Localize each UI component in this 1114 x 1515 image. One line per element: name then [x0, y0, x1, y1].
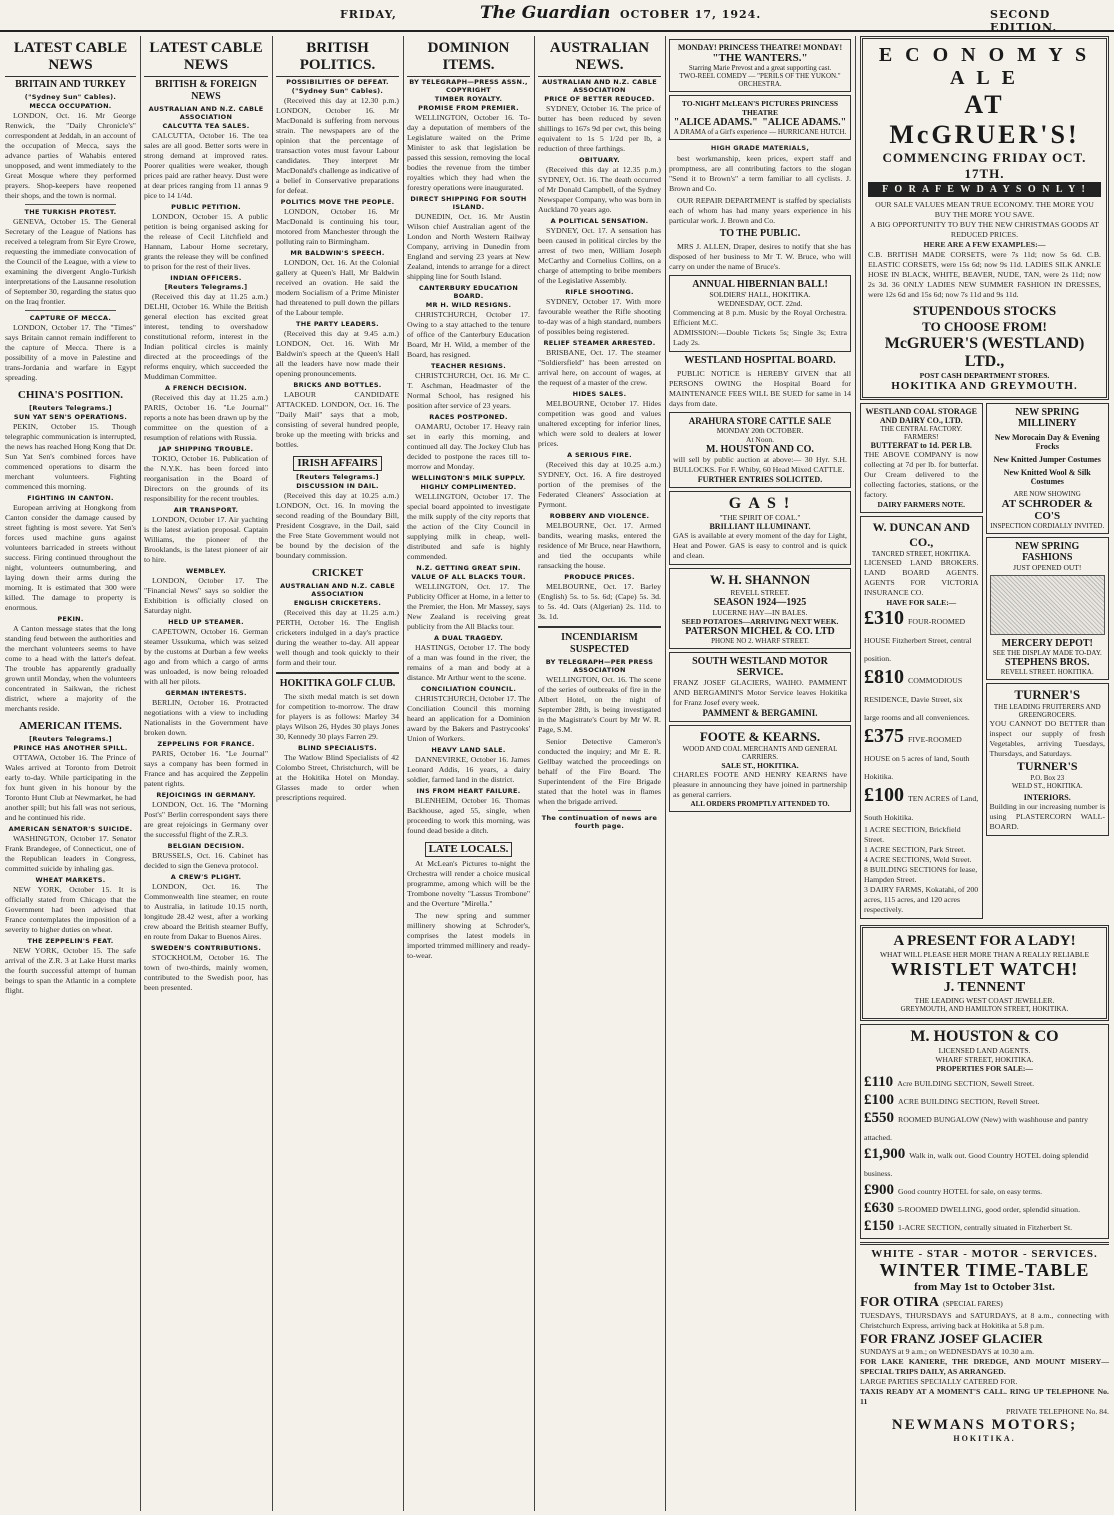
- story-headline: WEMBLEY.: [185, 567, 227, 575]
- story-headline: A SERIOUS FIRE.: [567, 451, 632, 459]
- divider: [25, 310, 116, 311]
- two-column-ads: [860, 400, 1109, 922]
- divider: [558, 810, 641, 811]
- story-body: (Received this day at 10.25 a.m.) LONDON, Oct. 16. In moving the second reading of the Boundary Bill, President Cosgrave, in the Dail, said the Free State Government would not be bound by the decision of the boundary commission.: [276, 491, 399, 560]
- story-headline: HELD UP STEAMER.: [168, 618, 244, 626]
- gas-ad: G A S ! "THE SPIRIT OF COAL." BRILLIANT ILLUMINANT. GAS is available at every moment of the day for Light, Heat and Power. GAS is easy to control and is quick and clean.: [669, 491, 851, 565]
- story-body: HASTINGS, October 17. The body of a man was found in the river, the remains of a man and body at a distance. Mr Arthur went to the scene.: [407, 643, 530, 682]
- section-heading: CRICKET: [311, 567, 364, 579]
- masthead-day: FRIDAY,: [340, 8, 397, 21]
- coal-storage-ad: WESTLAND COAL STORAGE AND DAIRY CO., LTD. THE CENTRAL FACTORY. FARMERS! BUTTERFAT to 1d. PER LB. THE ABOVE COMPANY is now collecting at 7d per lb. for butterfat. Our Cream delivered to the collecting factories, stations, or the factory. DAIRY FARMERS NOTE.: [860, 403, 983, 513]
- shopfront-illustration: [990, 575, 1105, 635]
- arahura-cattle-sale-ad: ARAHURA STORE CATTLE SALE MONDAY 20th OCTOBER. At Noon. M. HOUSTON AND CO. will sell by public auction at above:— 30 Hyr. S.H. BULLOCKS. For F. Whiby, 60 Head Mixed CATTLE. FURTHER ENTRIES SOLICITED.: [669, 412, 851, 488]
- story-headline: MECCA OCCUPATION.: [29, 102, 112, 110]
- story-body: CHRISTCHURCH, October 17. Owing to a stay attached to the tenure of office of the Canterbury Education Board, Mr H. Wild, a member of the Board, has resigned.: [407, 310, 530, 359]
- section-heading: LATEST CABLE NEWS: [5, 40, 136, 77]
- story-headline: REJOICINGS IN GERMANY.: [156, 791, 256, 799]
- story-subheadline: PROMISE FROM PREMIER.: [418, 104, 519, 112]
- story-headline: THE ZEPPELIN'S FEAT.: [27, 937, 114, 945]
- story-body: MELBOURNE, October 17. Hides competition was good and values unaltered excepting for inferior lines, which were sold to dealers at lower prices.: [538, 399, 661, 448]
- story-headline: N.Z. GETTING GREAT SPIN.: [416, 564, 521, 572]
- story-headline: SUN YAT SEN'S OPERATIONS.: [13, 413, 128, 421]
- story-body: OTTAWA, October 16. The Prince of Wales arrived at Toronto from Detroit early to-day. While participating in the fox hunt given in his honour by the Toronto Hunt Club at Newmarket, he had another spill; but his fall was not serious, and he continued his ride.: [5, 753, 136, 822]
- story-headline: PUBLIC PETITION.: [171, 203, 241, 211]
- story-headline: RIFLE SHOOTING.: [565, 288, 634, 296]
- story-headline: THE PARTY LEADERS.: [296, 320, 379, 328]
- story-body: LONDON, October 17. The "Financial News" says so soldier the Exhibition is officially closed on Saturday night.: [144, 576, 268, 615]
- story-body: NEW YORK, October 15. The safe arrival of the Z.R. 3 at Lake Hurst marks the fourth successful attempt of human beings to span the Atlantic in a complete flight.: [5, 946, 136, 995]
- credit-line: AUSTRALIAN AND N.Z. CABLE ASSOCIATION: [542, 78, 657, 94]
- story-headline: OBITUARY.: [579, 156, 620, 164]
- story-body: BERLIN, October 16. Protracted negotiations with a view to including Nationalists in the Government have broken down.: [144, 698, 268, 737]
- column-1: [2, 36, 139, 1511]
- story-body: WASHINGTON, October 17. Senator Frank Brandegee, of Connecticut, one of the Republican leaders in Congress, committed suicide by inhaling gas.: [5, 834, 136, 873]
- story-headline: POLITICS MOVE THE PEOPLE.: [280, 198, 395, 206]
- divider: [276, 672, 399, 674]
- story-body: (Received this day at 11.25 a.m.) PERTH, October 16. The English cricketers indulged in a day's practice during the weather to-day. All appear well though and took quickly to their form and their tour.: [276, 608, 399, 667]
- story-headline: FIGHTING IN CANTON.: [27, 494, 114, 502]
- story-body: CAPETOWN, October 16. German steamer Ussukuma, which was seized by the customs at Durban a few weeks ago and from which a cargo of arms was unloaded, is now being reloaded with all her pilots.: [144, 627, 268, 686]
- section-subheading: BRITAIN AND TURKEY: [15, 79, 126, 90]
- story-headline: SWEDEN'S CONTRIBUTIONS.: [150, 944, 262, 952]
- masthead: [0, 0, 1114, 32]
- white-star-motors-ad: WHITE - STAR - MOTOR - SERVICES. WINTER TIME-TABLE from May 1st to October 31st. FOR OTIRA (SPECIAL FARES) TUESDAYS, THURSDAYS and SATURDAYS, at 8 a.m., connecting with Christchurch Express, arriving back at Hokitika at 5.8 p.m. FOR FRANZ JOSEF GLACIER SUNDAYS at 9 a.m.; on WEDNESDAYS at 10.30 a.m. FOR LAKE KANIERE, THE DREDGE, AND MOUNT MISERY—SPECIAL TRIPS DAILY, AS ARRANGED. LARGE PARTIES SPECIALLY CATERED FOR. TAXIS READY AT A MOMENT'S CALL. RING UP TELEPHONE No. 11 PRIVATE TELEPHONE No. 84. NEWMANS MOTORS; HOKITIKA.: [860, 1242, 1109, 1443]
- column-rule: [855, 36, 856, 1511]
- story-body: WELLINGTON, Oct. 16. The scene of the series of outbreaks of fire in the Albert Hotel, on the night of September 28th, is being investigated in the Magistrate's Court by Mr W. R. Page, S.M. Senior Detective Cameron's conducted the inquiry; and Mr E. R. Gellbay watched the proceedings on behalf of the Fire Board. The Superintendent of the Fire Brigade stated that the hotel was in flames when the brigade arrived.: [538, 675, 661, 806]
- story-body: BRUSSELS, Oct. 16. Cabinet has decided to sign the Geneva protocol.: [144, 851, 268, 870]
- story-headline: A DUAL TRAGEDY.: [434, 634, 503, 642]
- story-headline: DIRECT SHIPPING FOR SOUTH ISLAND.: [410, 195, 527, 211]
- mcleans-pictures-ad: TO-NIGHT McLEAN'S PICTURES PRINCESS THEATRE "ALICE ADAMS." "ALICE ADAMS." A DRAMA of a Girl's experience — HURRICANE HUTCH.: [669, 95, 851, 140]
- column-2: [141, 36, 271, 1511]
- story-subheadline: VALUE OF ALL BLACKS TOUR.: [411, 573, 526, 581]
- story-body: (Received this day at 12.35 p.m.) SYDNEY, Oct. 16. The death occurred of Mr Donald Campbell, of the Sydney Newspaper Company, who was born in Auckland 70 years ago.: [538, 165, 661, 214]
- story-body: SYDNEY, Oct. 17. A sensation has been caused in political circles by the arrest of two men, William Joseph McCarthy and Cornelius Collins, on a charge of attempting to bribe members of the Legislative Assembly.: [538, 226, 661, 285]
- story-headline: TEACHER RESIGNS.: [430, 362, 507, 370]
- section-subheading: POSSIBILITIES OF DEFEAT.: [286, 78, 389, 86]
- story-headline: AIR TRANSPORT.: [173, 506, 239, 514]
- divider: [25, 204, 116, 205]
- story-headline: A POLITICAL SENSATION.: [550, 217, 649, 225]
- hibernian-ball-ad: ANNUAL HIBERNIAN BALL! SOLDIERS' HALL, HOKITIKA. WEDNESDAY, OCT. 22nd. Commencing at 8 p.m. Music by the Royal Orchestra. Efficient M.C. ADMISSION:—Double Tickets 5s; Single 3s; Extra Lady 2s.: [669, 275, 851, 352]
- credit-line: ("Sydney Sun" Cables).: [24, 93, 117, 101]
- divider: [538, 626, 661, 628]
- mcgruers-economy-sale-ad: E C O N O M Y S A L E AT McGRUER'S! COMMENCING FRIDAY OCT. 17TH. F O R A F E W D A Y S O N L Y ! OUR SALE VALUES MEAN TRUE ECONOMY. THE MORE YOU BUY THE MORE YOU SAVE. A BIG OPPORTUNITY TO BUY THE NEW CHRISTMAS GOODS AT REDUCED PRICES. HERE ARE A FEW EXAMPLES:— C.B. BRITISH MADE CORSETS, were 7s 11d; now 5s 6d. C.B. ELASTIC CORSETS, were 15s 6d; now 9s 11d. LADIES SILK ANKLE HOSE IN BLACK, WHITE, BEAVER, NUDE, TAN, were 2s 11d; now 2s 3d. 36 ONLY LADIES NEW SUMMER FASHION IN DRESSES, were 12s 6d and 15s 6d; now 7s 11d and 9s 11d. STUPENDOUS STOCKS TO CHOOSE FROM! McGRUER'S (WESTLAND) LTD., POST CASH DEPARTMENT STORES. HOKITIKA AND GREYMOUTH.: [860, 36, 1109, 400]
- story-headline: BLIND SPECIALISTS.: [298, 744, 377, 752]
- story-body: TOKIO, October 16. Publication of the N.Y.K. has been forced into reorganisation in the Board of Directors on the grounds of its responsibility for the recent troubles.: [144, 454, 268, 503]
- story-body: MELBOURNE, Oct. 17. Barley (English) 5s. to 5s. 6d; (Cape) 5s. 3d. to 5s. 4d. Oats (Algerian) 2s. 11d. to 3s. 1d.: [538, 582, 661, 621]
- story-headline: CONCILIATION COUNCIL.: [420, 685, 517, 693]
- story-body: LABOUR CANDIDATE ATTACKED. LONDON, Oct. 16. The "Daily Mail" says that a mob, consisting of several hundred people, broke up the meeting with bricks and bottles.: [276, 390, 399, 449]
- notice-heading: TO THE PUBLIC.: [719, 228, 801, 239]
- credit-line: BY TELEGRAPH—PRESS ASSN., COPYRIGHT: [409, 78, 528, 94]
- story-body: WELLINGTON, October 17. The special board appointed to investigate the milk supply of the city reports that the action of the City Council in supplying milk in cheap, well-distributed and safe is highly commended.: [407, 492, 530, 561]
- duncan-land-agents-ad: W. DUNCAN AND CO., TANCRED STREET, HOKITIKA. LICENSED LAND BROKERS. LAND BOARD AGENTS. AGENTS FOR VICTORIA INSURANCE CO. HAVE FOR SALE:— £310 FOUR-ROOMED HOUSE Fitzherbert Street, central position. £810 COMMODIOUS RESIDENCE, Davie Street, six large rooms and all conveniences. £375 FIVE-ROOMED HOUSE on 5 acres of land, South Hokitika. £100 TEN ACRES of Land, South Hokitika. 1 ACRE SECTION, Brickfield Street. 1 ACRE SECTION, Park Street. 4 ACRE SECTIONS, Weld Street. 8 BUILDING SECTIONS for lease, Hampden Street. 3 DAIRY FARMS, Kokatahi, of 200 acres, 115 acres, and 120 acres respectively.: [860, 516, 983, 919]
- story-body: DUNEDIN, Oct. 16. Mr Austin Wilson chief Australian agent of the London and North Western Railway Company, arriving in Dunedin from England and serving 23 years at New Zealand, intends to arrange for a direct shipping line for South Island.: [407, 212, 530, 281]
- hospital-board-notice: PUBLIC NOTICE is HEREBY GIVEN that all PERSONS OWING the Hospital Board for MAINTENANCE FEES WILL BE SUED for same in 14 days from date.: [669, 369, 851, 408]
- story-headline: PEKIN.: [57, 615, 84, 623]
- credit-line: ("Sydney Sun" Cables).: [291, 87, 384, 95]
- story-body: The sixth medal match is set down for competition to-morrow. The draw for players is as follows: Marley 34 plays Wilson 26, Hydes 30 plays Jones 30, Kennedy 30 plays Farren 29.: [276, 692, 399, 741]
- story-body: LONDON, Oct. 16. Mr George Renwick, the "Daily Chronicle's" correspondent at Jeddah, in an account of the occupation of Mecca, says the advance parties of Wahabis entered unopposed, and went immediately to the Great Mosque where they performed prayers. Shop-keepers have reopened their shops, and the town is normal.: [5, 111, 136, 200]
- story-body: LONDON, October 15. A public petition is being organised asking for the release of Cecil Litchfield and Hannam, Labour Home secretary, grants the release they will be confined to prison for the rest of their lives.: [144, 212, 268, 271]
- story-body: WELLINGTON, October 16. To-day a deputation of members of the Legislature waited on the Prime Minister to ask that legislation be passed this session, removing the local bodies the revenue from the timber royalties which they had when the forestry operations were inaugurated.: [407, 113, 530, 192]
- story-headline: JAP SHIPPING TROUBLE.: [158, 445, 254, 453]
- column-5: [535, 36, 664, 1511]
- credit-line: [Reuters Telegrams.]: [29, 735, 112, 743]
- section-heading: HOKITIKA GOLF CLUB.: [279, 678, 396, 689]
- schroder-millinery-ad: NEW SPRING MILLINERY New Morocain Day & Evening Frocks New Knitted Jumper Costumes New Knitted Wool & Silk Costumes ARE NOW SHOWING AT SCHRODER & CO'S INSPECTION CORDIALLY INVITED.: [986, 403, 1109, 534]
- story-headline: PRICE OF BETTER REDUCED.: [544, 95, 655, 103]
- story-headline: HIDES SALES.: [572, 390, 627, 398]
- story-body: WELLINGTON, Oct. 17. The Publicity Officer at Home, in a letter to the Premier, the Hon. Mr Massey, says New Zealand is receiving great publicity from the All Blacks tour.: [407, 582, 530, 631]
- story-headline: RELIEF STEAMER ARRESTED.: [543, 339, 656, 347]
- story-body: LONDON, Oct. 16. The "Morning Post's" Berlin correspondent says there are great rejoicings in Germany over the successful flight of the Z.R.3.: [144, 800, 268, 839]
- story-headline: INS FROM HEART FAILURE.: [416, 787, 521, 795]
- story-headline: BELGIAN DECISION.: [167, 842, 245, 850]
- story-body: PARIS, October 16. "Le Journal" says a company has been formed in France and has acquired the Zeppelin patent rights.: [144, 749, 268, 788]
- story-body: LONDON, Oct. 16. At the Colonial gallery at Queen's Hall, Mr Baldwin received an ovation. He said the modern Socialism of a Prime Minister had threatened to pull down the pillars of the Labour temple.: [276, 258, 399, 317]
- story-body: MELBOURNE, Oct. 17. Armed bandits, wearing masks, entered the residence of Mr Bruce, near Hawthorn, and tied the occupants while ransacking the house.: [538, 521, 661, 570]
- column-3: [273, 36, 402, 1511]
- masthead-title: The Guardian: [480, 3, 611, 23]
- story-subheadline: MR H. WILD RESIGNS.: [425, 301, 512, 309]
- story-headline: GERMAN INTERESTS.: [165, 689, 247, 697]
- story-body: NEW YORK, October 15. It is officially stated from Chicago that the Government had been advised that France contemplates the imposition of a severity to higher duties on wheat.: [5, 885, 136, 934]
- left-ad-stack: [860, 400, 983, 922]
- turners-fruiterers-ad: TURNER'S THE LEADING FRUITERERS AND GREENGROCERS. YOU CANNOT DO BETTER than inspect our supply of fresh Vegetables, arriving Tuesdays, Thursdays, and Saturdays. TURNER'S P.O. Box 23 WELD ST., HOKITIKA. INTERIORS. Building in our increasing number is using PLASTERCORN WALL-BOARD.: [986, 683, 1109, 836]
- shannon-ad: W. H. SHANNON REVELL STREET. SEASON 1924—1925 LUCERNE HAY—IN BALES. SEED POTATOES—ARRIVING NEXT WEEK. PATERSON MICHEL & CO. LTD PHONE NO 2. WHARF STREET.: [669, 568, 851, 649]
- story-body: At McLean's Pictures to-night the Orchestra will render a choice musical programme, among which will be the Trombone novelty "Lassus Trombone" and the Overture "Mirella." The new spring and summer millinery showing at Schroder's, comprises the latest models in imported trimmed millinery and ready-to-wear.: [407, 859, 530, 960]
- story-headline: TIMBER ROYALTY.: [434, 95, 503, 103]
- story-body: (Received this day at 9.45 a.m.) LONDON, Oct. 16. With Mr Baldwin's speech at the Queen's Hall all the leaders have now made their opening pronouncements.: [276, 329, 399, 378]
- section-heading: CHINA'S POSITION.: [17, 389, 124, 401]
- continuation-note: The continuation of news are fourth page.: [541, 814, 658, 830]
- story-headline: WELLINGTON'S MILK SUPPLY.: [411, 474, 526, 482]
- section-heading: IRISH AFFAIRS: [276, 456, 399, 471]
- brown-cycles-ad: HIGH GRADE MATERIALS, best workmanship, keen prices, expert staff and promptness, are all contributing factors to the slogan "Send it to Brown's" a term familiar to all cyclists. J. Brown and Co. OUR REPAIR DEPARTMENT is staffed by specialists each of whom has had many years experience in his particular work. J. Brown and Co.: [669, 144, 851, 225]
- story-body: LONDON, October 16. Mr MacDonald is continuing his tour, motored from Manchester through the polluting rain to Birmingham.: [276, 207, 399, 246]
- section-heading: DOMINION ITEMS.: [407, 40, 530, 77]
- column-4: [404, 36, 533, 1511]
- story-body: European arriving at Hongkong from Canton consider the damage caused by street fighting is most severe. Yat Sen's forces used machine guns against volunteers barricaded in streets without success. Firing continued throughout the night, volunteers outnumbering, and laying down their arms during the morning. It is estimated that 300 were killed. The damage to property is enormous.: [5, 503, 136, 612]
- story-headline: ROBBERY AND VIOLENCE.: [549, 512, 650, 520]
- story-body: LONDON, Oct. 16. The Commonwealth line steamer, en route to Australia, in latitude 10.15 north, longitude 28.42 west, after a working crew aboard the British steamer Buffy, en route from Dakar to Buenos Aires.: [144, 882, 268, 941]
- column-7-ads: [857, 36, 1112, 1511]
- story-headline: PRINCE HAS ANOTHER SPILL.: [13, 744, 128, 752]
- public-notice: MRS J. ALLEN, Draper, desires to notify that she has disposed of her business to Mr T. W. Bruce, who will carry on under the name of Bruce's.: [669, 242, 851, 271]
- story-headline: A FRENCH DECISION.: [164, 384, 248, 392]
- story-body: (Received this day at 12.30 p.m.) LONDON, October 16. Mr MacDonald is suffering from nervous strain. The newspapers are of the opinion that the percentage of transaction votes must favour Labour candidates. They interpret Mr MacDonald's challenge as indicative of a belief in Conservative preparations for defeat.: [276, 96, 399, 195]
- section-subheading: BRITISH & FOREIGN NEWS: [155, 79, 257, 102]
- story-headline: HEAVY LAND SALE.: [431, 746, 506, 754]
- section-heading: AUSTRALIAN NEWS.: [538, 40, 661, 77]
- masthead-edition: SECOND EDITION.: [990, 8, 1058, 34]
- motor-service-ad: SOUTH WESTLAND MOTOR SERVICE. FRANZ JOSEF GLACIERS, WAIHO. PAMMENT AND BERGAMINI'S Motor Service leaves Hokitika for Franz Josef every week. PAMMENT & BERGAMINI.: [669, 652, 851, 722]
- story-headline: PRODUCE PRICES.: [564, 573, 635, 581]
- section-heading: LATE LOCALS.: [407, 842, 530, 857]
- column-6-ads: [666, 36, 854, 1511]
- story-subheadline: HIGHLY COMPLIMENTED.: [420, 483, 517, 491]
- story-body: The Watlow Blind Specialists of 42 Colombo Street, Christchurch, will be at the Hokitika Hotel on Monday. Glasses made to order when prescriptions required.: [276, 753, 399, 802]
- story-body: CHRISTCHURCH, October 17. The Conciliation Council this morning heard an application for a Dominion award by the Bakers and Pastrycooks' Union of Workers.: [407, 694, 530, 743]
- story-headline: ENGLISH CRICKETERS.: [293, 599, 382, 607]
- story-body: SYDNEY, October 17. With more favourable weather the Rifle shooting to-day was of a high standard, numbers of possibles being registered.: [538, 297, 661, 336]
- houston-land-agents-ad: M. HOUSTON & CO LICENSED LAND AGENTS. WHARF STREET, HOKITIKA. PROPERTIES FOR SALE:— £110 Acre BUILDING SECTION, Sewell Street. £100 ACRE BUILDING SECTION, Revell Street. £550 ROOMED BUNGALOW (New) with washhouse and pantry attached. £1,900 Walk in, walk out. Good Country HOTEL doing splendid business. £900 Good country HOTEL for sale, on easy terms. £630 5-ROOMED DWELLING, good order, splendid situation. £150 1-ACRE SECTION, centrally situated in Fitzherbert St.: [860, 1024, 1109, 1239]
- section-heading: LATEST CABLE NEWS: [144, 40, 268, 77]
- story-body: (Received this day at 10.25 a.m.) SYDNEY, Oct. 16. A fire destroyed portion of the premises of the Federated Cleaners' Association at Pyrmont.: [538, 460, 661, 509]
- story-body: CALCUTTA, October 16. The tea sales are all good. Better sorts were in strong demand at improved rates. Poorer qualities were weaker, though prices paid are rather heavy. Dust were at dear prices ranging from 11 annas 9 pice to 14 1/4d.: [144, 131, 268, 200]
- credit-line: AUSTRALIAN AND N.Z. CABLE ASSOCIATION: [148, 105, 264, 121]
- story-body: STOCKHOLM, October 16. The town of two-thirds, mainly women, contributed to the Swedish poor, has been presented.: [144, 953, 268, 992]
- story-headline: DISCUSSION IN DAIL.: [296, 482, 379, 490]
- story-body: GENEVA, October 15. The General Secretary of the League of Nations has received a telegram from Sir Eyre Crowe, requesting the immediate convocation of the Council of the League, with a view to examining the divergent Anglo-Turkish interpretations of the Lausanne resolution of September 30, regarding the status quo on the Iraq frontier.: [5, 217, 136, 306]
- story-body: A Canton message states that the long standing feud between the authorities and the merchant volunteers seems to have come to a head with the latter's defeat. The trouble has apparently gradually grown until Monday, when the volunteers concentrated in Saikwan, the richest district, where a majority of the merchants reside.: [5, 624, 136, 713]
- story-headline: RACES POSTPONED.: [429, 413, 508, 421]
- story-body: OAMARU, October 17. Heavy rain set in early this morning, and continued all day. The Jockey Club has decided to postpone the races till to-morrow and Monday.: [407, 422, 530, 471]
- story-body: BRISBANE, Oct. 17. The steamer "Soldiersfield" has been arrested on arrival here, on account of wages, at the request of a master of the crew.: [538, 348, 661, 387]
- right-ad-stack: [986, 400, 1109, 922]
- story-headline: MR BALDWIN'S SPEECH.: [290, 249, 385, 257]
- story-headline: INDIAN OFFICERS.: [170, 274, 242, 282]
- story-body: LONDON, October 17. Air yachting is the latest aviation proposal. Captain Williams, the pioneer of the Brooklands, is the latest pioneer of air to hire.: [144, 515, 268, 564]
- story-body: LONDON, October 17. The "Times" says Britain cannot remain indifferent to the capture of Mecca. There is a possibility of a move in Palestine and trans-Jordania and warfare in Egypt spreading.: [5, 323, 136, 382]
- story-headline: ZEPPELINS FOR FRANCE.: [157, 740, 255, 748]
- notice-heading: WESTLAND HOSPITAL BOARD.: [684, 355, 836, 366]
- story-body: (Received this day at 11.25 a.m.) PARIS, October 16. "Le Journal" reports a note has been drawn up by the committee on the question of a resumption of relations with Russia.: [144, 393, 268, 442]
- masthead-date: OCTOBER 17, 1924.: [620, 8, 762, 21]
- story-headline: WHEAT MARKETS.: [35, 876, 106, 884]
- credit-line: [Reuters Telegrams.]: [29, 404, 112, 412]
- story-headline: A CREW'S PLIGHT.: [170, 873, 242, 881]
- foote-kearns-ad: FOOTE & KEARNS. WOOD AND COAL MERCHANTS AND GENERAL CARRIERS. SALE ST., HOKITIKA. CHARLES FOOTE AND HENRY KEARNS have pleasure in announcing they have joined in partnership as general carriers. ALL ORDERS PROMPTLY ATTENDED TO.: [669, 725, 851, 812]
- tennent-jeweller-ad: A PRESENT FOR A LADY! WHAT WILL PLEASE HER MORE THAN A REALLY RELIABLE WRISTLET WATCH! J. TENNENT THE LEADING WEST COAST JEWELLER. GREYMOUTH, AND HAMILTON STREET, HOKITIKA.: [860, 925, 1109, 1021]
- section-heading: BRITISH POLITICS.: [276, 40, 399, 77]
- story-body: PEKIN, October 15. Though telegraphic communication is interrupted, the news has reached Hong Kong that Dr. Sun Yat Sen's combined forces have commenced operations to disarm the merchant volunteers. Fighting commenced this morning.: [5, 422, 136, 491]
- credit-line: BY TELEGRAPH—PER PRESS ASSOCIATION: [545, 658, 654, 674]
- stephens-mercery-ad: NEW SPRING FASHIONS JUST OPENED OUT! MERCERY DEPOT! SEE THE DISPLAY MADE TO-DAY. STEPHENS BROS. REVELL STREET. HOKITIKA.: [986, 537, 1109, 680]
- princess-theatre-ad: MONDAY! PRINCESS THEATRE! MONDAY! "THE WANTERS." Starring Marie Prevost and a great supporting cast. TWO-REEL COMEDY — "PERILS OF THE YUKON." ORCHESTRA.: [669, 39, 851, 92]
- section-heading: AMERICAN ITEMS.: [19, 720, 122, 732]
- story-headline: CALCUTTA TEA SALES.: [162, 122, 250, 130]
- story-headline: THE TURKISH PROTEST.: [24, 208, 117, 216]
- credit-line: [Reuters Telegrams.]: [296, 473, 379, 481]
- story-headline: CAPTURE OF MECCA.: [29, 314, 112, 322]
- story-body: CHRISTCHURCH, Oct. 16. Mr C. T. Aschman, Headmaster of the Normal School, has resigned his position after service of 23 years.: [407, 371, 530, 410]
- story-headline: AMERICAN SENATOR'S SUICIDE.: [8, 825, 133, 833]
- credit-line: [Reuters Telegrams.]: [164, 283, 248, 291]
- story-body: SYDNEY, October 16. The price of butter has been reduced by seven shillings to 167s 9d per cwt, this being equivalent to 1s 5 1/2d per lb, a reduction of three farthings.: [538, 104, 661, 153]
- story-body: BLENHEIM, October 16. Thomas Backhouse, aged 55, single, when proceeding to work this morning, was found dead beside a ditch.: [407, 796, 530, 835]
- credit-line: AUSTRALIAN AND N.Z. CABLE ASSOCIATION: [280, 582, 395, 598]
- story-body: DANNEVIRKE, October 16. James Leonard Addis, 16 years, a dairy soldier, farmed land in the district.: [407, 755, 530, 784]
- story-body: (Received this day at 11.25 a.m.) DELHI, October 16. While the British general election has excited great interest, tending to overshadow constitutional reform, interest in the Indian political circles is mainly directed at the proceedings of the reforms enquiry, which succeeded the Muddiman Committee.: [144, 292, 268, 381]
- story-headline: BRICKS AND BOTTLES.: [293, 381, 382, 389]
- story-headline: CANTERBURY EDUCATION BOARD.: [418, 284, 519, 300]
- section-heading: INCENDIARISM SUSPECTED: [561, 632, 638, 655]
